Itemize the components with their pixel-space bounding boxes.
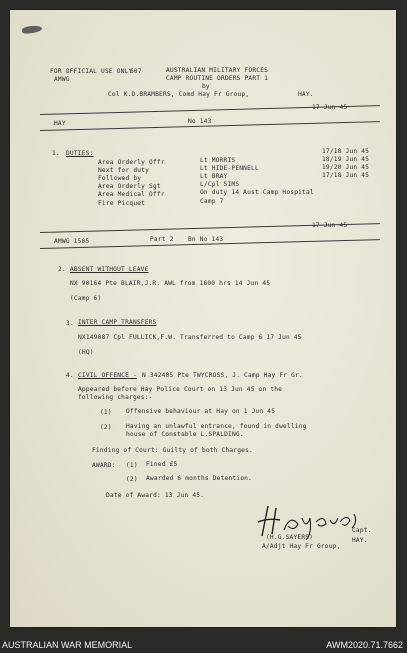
item-sub: (HQ) — [78, 349, 94, 356]
duty-role: Area Orderly Offr — [98, 159, 165, 166]
finding-text: Finding of Court: Guilty of both Charges. — [92, 447, 253, 454]
footer-accession: AWM2020.71.7662 — [326, 640, 403, 650]
section-title: DUTIES: — [66, 150, 94, 157]
header-place: HAY. — [298, 91, 314, 98]
duty-name: Lt MORRIS — [200, 157, 236, 164]
duty-name: On duty 14 Aust Camp Hospital — [200, 189, 314, 196]
part2-number: Bn No 143 — [188, 236, 224, 243]
archive-footer — [0, 636, 407, 653]
duty-date: 17/18 Jun 45 — [322, 148, 370, 155]
duty-role: Followed by — [98, 175, 142, 182]
award-number: (1) — [126, 462, 138, 469]
award-text: Awarded 6 months Detention. — [146, 475, 252, 482]
award-date: Date of Award: 13 Jun 45. — [106, 492, 205, 499]
duty-name: Camp 7 — [200, 198, 224, 205]
part1-number: No 143 — [188, 118, 212, 125]
header-issuer: Col K.D.BRAMBERS, Comd Hay Fr Group, — [108, 91, 250, 98]
item-title: ABSENT WITHOUT LEAVE — [70, 266, 149, 273]
duty-role: Fire Picquet — [98, 200, 146, 207]
item-text: NX149087 Cpl FULLICK,F.W. Transferred to Camp 6 17 Jun 45 — [78, 334, 302, 341]
part1-place: HAY — [54, 120, 66, 127]
item-title: CIVIL OFFENCE - — [78, 372, 137, 379]
header-title: AUSTRALIAN MILITARY FORCES — [166, 67, 269, 74]
charge-number: (1) — [100, 409, 112, 416]
duty-name: Lt BRAY — [200, 173, 228, 180]
part2-ref: AMWG 1505 — [54, 238, 90, 245]
charge-number: (2) — [100, 424, 112, 431]
charge-text: house of Constable L.SPALDING. — [126, 431, 244, 438]
signatory-unit: A/Adjt Hay Fr Group, — [262, 543, 341, 550]
duty-role: Next for duty — [98, 167, 150, 174]
header-by: by — [202, 83, 210, 90]
item-title-detail: N 342405 Pte TWYCROSS, J. Camp Hay Fr Gr. — [142, 372, 303, 379]
document-page — [10, 10, 396, 627]
duty-role: Area Orderly Sgt — [98, 183, 161, 190]
duty-date: 19/20 Jun 45 — [322, 164, 370, 171]
duty-date: 18/19 Jun 45 — [322, 156, 370, 163]
part2-date: 17 Jun 45 — [312, 222, 348, 229]
award-label: AWARD: — [92, 462, 116, 469]
item-title: INTER CAMP TRANSFERS — [78, 319, 157, 326]
duty-role: Area Medical Offr — [98, 191, 165, 198]
section-number: 1. — [52, 150, 60, 157]
header-subtitle: CAMP ROUTINE ORDERS PART 1 — [166, 75, 269, 82]
item-text: NX 90164 Pte BLAIR,J.R. AWL from 1600 hrs 14 Jun 45 — [70, 280, 271, 287]
ref-number: 507 — [130, 68, 142, 75]
item-number: 4. — [66, 372, 74, 379]
part2-title: Part 2 — [150, 236, 174, 243]
item-number: 3. — [66, 320, 74, 327]
item-number: 2. — [58, 266, 66, 273]
footer-institution: AUSTRALIAN WAR MEMORIAL — [2, 640, 133, 650]
part1-date-top: 17 Jun 45 — [312, 104, 348, 111]
item-text: following charges:- — [78, 394, 153, 401]
award-text: Fined £5 — [146, 461, 178, 468]
duty-name: Lt HIDE-PENNELL — [200, 165, 259, 172]
ink-stain — [22, 25, 43, 35]
duty-name: L/Cpl SIMS — [200, 181, 240, 188]
award-number: (2) — [126, 476, 138, 483]
item-text: Appeared before Hay Police Court on 13 Jun 45 on the — [78, 386, 283, 393]
classification-stamp: FOR OFFICIAL USE ONLY — [50, 68, 133, 75]
signatory-place: HAY. — [352, 537, 368, 544]
item-sub: (Camp 6) — [70, 295, 102, 302]
signatory-rank: Capt. — [352, 527, 372, 534]
ref-code: AMWG — [54, 76, 70, 83]
charge-text: Offensive behaviour at Hay on 1 Jun 45 — [126, 408, 276, 415]
charge-text: Having an unlawful entrance, found in dwelling — [126, 423, 307, 430]
duty-date: 17/18 Jun 45 — [322, 172, 370, 179]
signatory-name: (H.G.SAYERS) — [266, 534, 314, 541]
